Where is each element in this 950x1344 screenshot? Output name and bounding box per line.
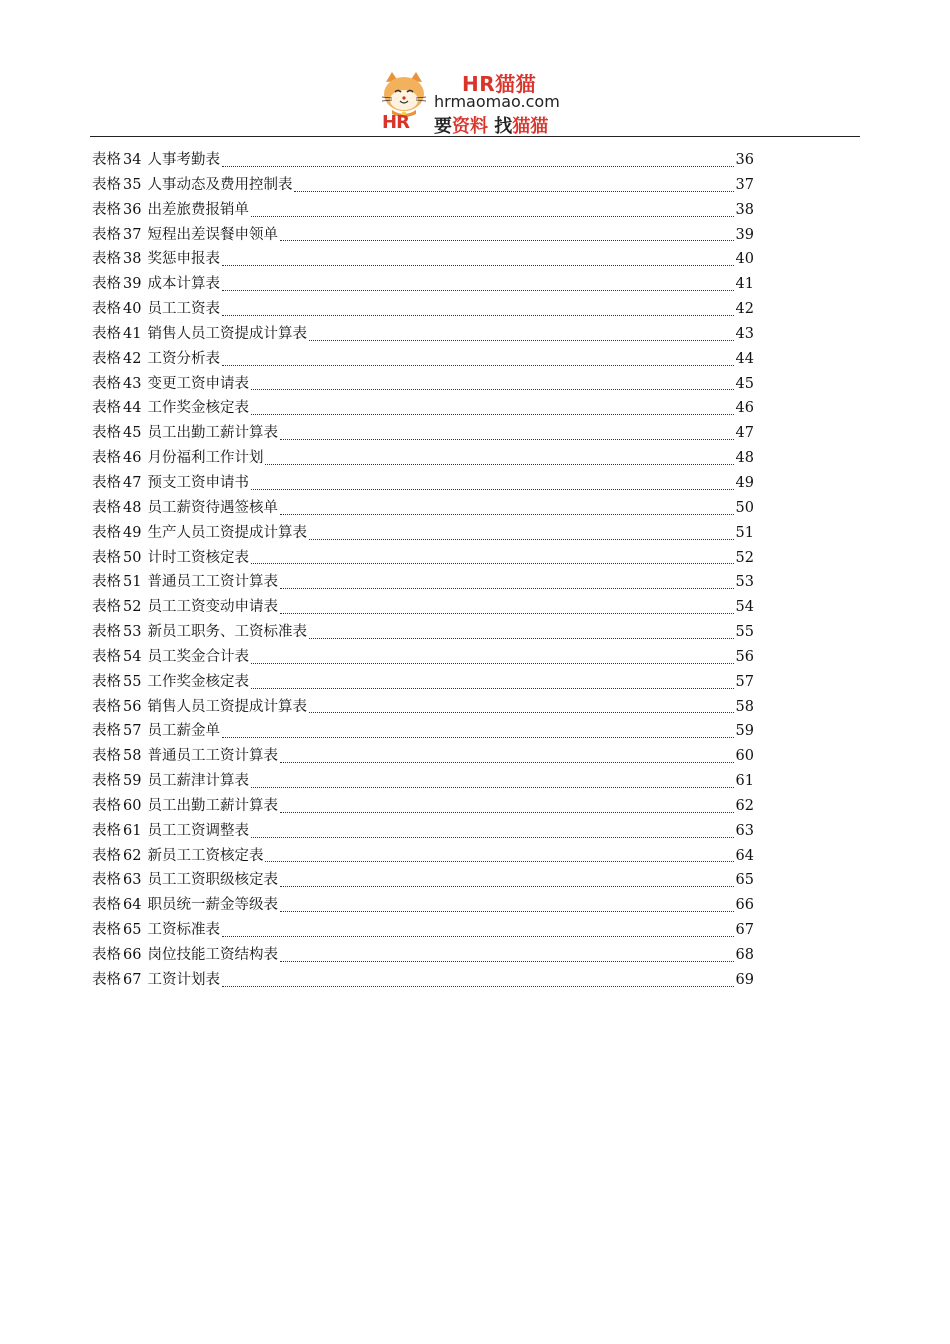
toc-entry-title: 成本计算表	[147, 276, 220, 293]
toc-entry-title: 员工薪金单	[147, 723, 220, 740]
toc-dot-leader	[251, 488, 734, 490]
toc-entry-prefix: 表格	[92, 425, 121, 442]
toc-dot-leader	[251, 836, 734, 838]
toc-entry-title: 工资分析表	[147, 350, 220, 367]
toc-entry-page: 53	[735, 574, 754, 591]
toc-entry-page: 49	[735, 474, 754, 491]
toc-entry-title: 员工薪津计算表	[147, 773, 249, 790]
toc-dot-leader	[251, 786, 734, 788]
toc-entry-prefix: 表格	[92, 922, 121, 939]
toc-entry-label	[92, 521, 307, 546]
toc-entry-label	[92, 396, 249, 421]
toc-entry-page: 48	[735, 450, 754, 467]
toc-entry-page: 46	[735, 400, 754, 417]
toc-entry-page: 57	[735, 673, 754, 690]
toc-entry-page: 38	[735, 201, 754, 218]
toc-entry-title: 奖惩申报表	[147, 251, 220, 268]
toc-entry-page: 36	[735, 152, 754, 168]
toc-entry-number: 39	[123, 276, 142, 293]
toc-entry-page: 43	[735, 325, 754, 342]
toc-entry-label	[92, 744, 278, 769]
toc-dot-leader	[251, 687, 734, 689]
toc-dot-leader	[280, 513, 734, 515]
toc-entry-title: 人事考勤表	[147, 152, 220, 168]
toc-entry-label	[92, 819, 249, 844]
toc-entry-number: 51	[123, 574, 142, 591]
toc-entry-label	[92, 769, 249, 794]
toc-entry-prefix: 表格	[92, 226, 121, 243]
toc-entry-prefix: 表格	[92, 276, 121, 293]
toc-entry-page: 66	[735, 897, 754, 914]
toc-entry-number: 35	[123, 176, 142, 193]
page-header	[0, 66, 950, 138]
toc-entry-prefix: 表格	[92, 872, 121, 889]
toc-entry-title: 预支工资申请书	[147, 474, 249, 491]
toc-entry-prefix: 表格	[92, 847, 121, 864]
toc-entry[interactable]	[92, 421, 754, 446]
toc-entry-prefix: 表格	[92, 599, 121, 616]
toc-entry-page: 50	[735, 499, 754, 516]
toc-entry-number: 57	[123, 723, 142, 740]
toc-entry-label	[92, 471, 249, 496]
slogan-part: 猫猫	[512, 116, 549, 137]
toc-entry-page: 58	[735, 698, 754, 715]
toc-dot-leader	[294, 190, 733, 192]
toc-entry[interactable]	[92, 347, 754, 372]
toc-entry-page: 54	[735, 599, 754, 616]
toc-dot-leader	[222, 935, 734, 937]
toc-entry-prefix: 表格	[92, 450, 121, 467]
toc-dot-leader	[265, 860, 733, 862]
toc-entry-label	[92, 372, 249, 397]
toc-entry-label	[92, 620, 307, 645]
toc-entry-page: 39	[735, 226, 754, 243]
toc-entry-page: 69	[735, 971, 754, 988]
toc-entry-prefix: 表格	[92, 773, 121, 790]
toc-entry-title: 人事动态及费用控制表	[147, 176, 293, 193]
brand-domain: hrmaomao.com	[434, 92, 560, 111]
toc-entry-number: 52	[123, 599, 142, 616]
toc-entry-label	[92, 918, 220, 943]
toc-entry-title: 岗位技能工资结构表	[147, 947, 278, 963]
toc-entry[interactable]	[92, 570, 754, 595]
toc-entry-title: 工作奖金核定表	[147, 673, 249, 690]
toc-entry-prefix: 表格	[92, 723, 121, 740]
toc-dot-leader	[280, 587, 734, 589]
toc-entry-prefix: 表格	[92, 499, 121, 516]
slogan-part: 找	[488, 116, 513, 137]
toc-entry-number: 43	[123, 375, 142, 392]
toc-entry-number: 41	[123, 325, 142, 342]
toc-entry-label	[92, 247, 220, 272]
toc-entry-title: 生产人员工资提成计算表	[147, 524, 307, 541]
toc-entry-page: 68	[735, 947, 754, 963]
toc-entry[interactable]	[92, 918, 754, 943]
table-of-contents	[92, 148, 754, 993]
toc-entry-page: 61	[735, 773, 754, 790]
toc-entry[interactable]	[92, 595, 754, 620]
toc-entry-number: 49	[123, 524, 142, 541]
toc-entry-label	[92, 223, 278, 248]
toc-dot-leader	[309, 637, 734, 639]
toc-entry-number: 42	[123, 350, 142, 367]
toc-entry-title: 工资计划表	[147, 971, 220, 988]
toc-entry-prefix: 表格	[92, 251, 121, 268]
toc-entry-number: 66	[123, 947, 142, 963]
toc-entry[interactable]	[92, 446, 754, 471]
toc-entry[interactable]	[92, 223, 754, 248]
brand-title: HR猫猫	[462, 72, 537, 96]
toc-dot-leader	[309, 711, 734, 713]
toc-entry-title: 计时工资核定表	[147, 549, 249, 566]
toc-entry-page: 67	[735, 922, 754, 939]
toc-entry-prefix: 表格	[92, 325, 121, 342]
slogan-part: 资料	[452, 116, 488, 137]
toc-entry-label	[92, 670, 249, 695]
toc-entry-prefix: 表格	[92, 698, 121, 715]
toc-entry-label	[92, 719, 220, 744]
toc-entry-page: 42	[735, 301, 754, 318]
toc-entry[interactable]	[92, 819, 754, 844]
toc-entry[interactable]	[92, 521, 754, 546]
toc-entry-label	[92, 695, 307, 720]
toc-entry[interactable]	[92, 372, 754, 397]
toc-entry-number: 53	[123, 624, 142, 641]
toc-entry-page: 45	[735, 375, 754, 392]
toc-entry-prefix: 表格	[92, 822, 121, 839]
toc-entry-label	[92, 347, 220, 372]
toc-dot-leader	[222, 364, 734, 366]
toc-entry-number: 38	[123, 251, 142, 268]
toc-entry-number: 60	[123, 797, 142, 814]
toc-entry[interactable]	[92, 868, 754, 893]
toc-entry-label	[92, 148, 220, 173]
toc-entry-title: 销售人员工资提成计算表	[147, 325, 307, 342]
toc-entry-number: 47	[123, 474, 142, 491]
toc-dot-leader	[222, 289, 734, 291]
brand-slogan	[434, 112, 548, 138]
toc-entry-label	[92, 794, 278, 819]
toc-entry[interactable]	[92, 173, 754, 198]
toc-entry-title: 员工薪资待遇签核单	[147, 499, 278, 516]
toc-entry-prefix: 表格	[92, 176, 121, 193]
toc-entry[interactable]	[92, 695, 754, 720]
toc-entry-page: 44	[735, 350, 754, 367]
toc-entry-label	[92, 893, 278, 918]
toc-entry-prefix: 表格	[92, 524, 121, 541]
toc-entry-label	[92, 272, 220, 297]
toc-dot-leader	[280, 960, 734, 962]
toc-entry-number: 55	[123, 673, 142, 690]
toc-entry-number: 65	[123, 922, 142, 939]
toc-entry-number: 64	[123, 897, 142, 914]
toc-entry-number: 34	[123, 152, 142, 168]
toc-entry-title: 员工出勤工薪计算表	[147, 425, 278, 442]
toc-entry-label	[92, 322, 307, 347]
toc-entry[interactable]	[92, 198, 754, 223]
toc-entry-prefix: 表格	[92, 375, 121, 392]
toc-entry-number: 54	[123, 648, 142, 665]
toc-entry-page: 63	[735, 822, 754, 839]
toc-entry-label	[92, 968, 220, 993]
toc-entry[interactable]	[92, 620, 754, 645]
toc-dot-leader	[222, 985, 734, 987]
toc-entry-page: 41	[735, 276, 754, 293]
toc-entry-prefix: 表格	[92, 549, 121, 566]
toc-entry-number: 56	[123, 698, 142, 715]
toc-entry-prefix: 表格	[92, 400, 121, 417]
toc-entry-title: 新员工工资核定表	[147, 847, 264, 864]
toc-entry[interactable]	[92, 496, 754, 521]
toc-dot-leader	[309, 538, 734, 540]
toc-entry[interactable]	[92, 297, 754, 322]
toc-entry[interactable]	[92, 968, 754, 993]
toc-dot-leader	[280, 612, 734, 614]
toc-entry-number: 40	[123, 301, 142, 318]
toc-entry-number: 63	[123, 872, 142, 889]
toc-entry-title: 出差旅费报销单	[147, 201, 249, 218]
toc-entry-page: 65	[735, 872, 754, 889]
toc-entry-label	[92, 570, 278, 595]
toc-entry-number: 46	[123, 450, 142, 467]
toc-entry-number: 37	[123, 226, 142, 243]
toc-dot-leader	[251, 662, 734, 664]
toc-entry-label	[92, 645, 249, 670]
toc-dot-leader	[280, 910, 734, 912]
toc-entry-page: 55	[735, 624, 754, 641]
toc-entry-label	[92, 943, 278, 968]
toc-entry-page: 60	[735, 748, 754, 765]
toc-entry-prefix: 表格	[92, 201, 121, 218]
header-divider	[90, 136, 860, 137]
slogan-part: 要	[434, 116, 452, 137]
toc-entry-prefix: 表格	[92, 152, 121, 168]
toc-dot-leader	[251, 413, 734, 415]
toc-entry-prefix: 表格	[92, 350, 121, 367]
toc-entry[interactable]	[92, 322, 754, 347]
toc-entry-label	[92, 198, 249, 223]
toc-entry[interactable]	[92, 396, 754, 421]
toc-entry-title: 员工奖金合计表	[147, 648, 249, 665]
toc-entry-number: 58	[123, 748, 142, 765]
toc-entry-page: 52	[735, 549, 754, 566]
toc-dot-leader	[280, 239, 734, 241]
toc-dot-leader	[280, 438, 734, 440]
toc-dot-leader	[251, 388, 734, 390]
toc-entry-title: 新员工职务、工资标准表	[147, 624, 307, 641]
toc-dot-leader	[265, 463, 733, 465]
toc-dot-leader	[222, 264, 734, 266]
toc-entry-prefix: 表格	[92, 673, 121, 690]
toc-entry-page: 56	[735, 648, 754, 665]
brand-logo	[372, 66, 582, 136]
toc-entry-number: 61	[123, 822, 142, 839]
toc-dot-leader	[280, 885, 734, 887]
toc-entry-prefix: 表格	[92, 574, 121, 591]
toc-entry[interactable]	[92, 247, 754, 272]
toc-dot-leader	[280, 761, 734, 763]
toc-entry[interactable]	[92, 148, 754, 173]
toc-entry-label	[92, 173, 292, 198]
toc-entry[interactable]	[92, 719, 754, 744]
toc-entry[interactable]	[92, 272, 754, 297]
toc-entry-title: 工资标准表	[147, 922, 220, 939]
toc-entry-title: 员工工资变动申请表	[147, 599, 278, 616]
toc-entry-number: 36	[123, 201, 142, 218]
toc-dot-leader	[222, 165, 734, 167]
toc-entry-number: 50	[123, 549, 142, 566]
toc-entry-label	[92, 496, 278, 521]
toc-dot-leader	[222, 736, 734, 738]
toc-entry-title: 月份福利工作计划	[147, 450, 264, 467]
toc-entry[interactable]	[92, 546, 754, 571]
toc-entry-label	[92, 868, 278, 893]
toc-entry-page: 59	[735, 723, 754, 740]
toc-entry-page: 37	[735, 176, 754, 193]
toc-entry-prefix: 表格	[92, 748, 121, 765]
toc-entry-prefix: 表格	[92, 474, 121, 491]
toc-entry-title: 员工出勤工薪计算表	[147, 797, 278, 814]
toc-entry-prefix: 表格	[92, 971, 121, 988]
hr-mark: HR	[382, 112, 409, 133]
toc-entry-prefix: 表格	[92, 797, 121, 814]
toc-entry-label	[92, 546, 249, 571]
toc-entry-label	[92, 446, 263, 471]
toc-entry-page: 51	[735, 524, 754, 541]
toc-entry-number: 62	[123, 847, 142, 864]
toc-entry-label	[92, 844, 263, 869]
toc-entry-number: 45	[123, 425, 142, 442]
toc-entry-prefix: 表格	[92, 897, 121, 914]
toc-entry[interactable]	[92, 670, 754, 695]
toc-entry-prefix: 表格	[92, 624, 121, 641]
toc-entry-prefix: 表格	[92, 947, 121, 963]
toc-entry-title: 普通员工工资计算表	[147, 748, 278, 765]
toc-entry-title: 短程出差误餐申领单	[147, 226, 278, 243]
toc-entry-prefix: 表格	[92, 648, 121, 665]
toc-entry[interactable]	[92, 769, 754, 794]
toc-entry-number: 67	[123, 971, 142, 988]
toc-entry-label	[92, 297, 220, 322]
toc-entry-label	[92, 595, 278, 620]
toc-entry-title: 变更工资申请表	[147, 375, 249, 392]
toc-entry-title: 员工工资职级核定表	[147, 872, 278, 889]
toc-entry-label	[92, 421, 278, 446]
toc-entry-page: 64	[735, 847, 754, 864]
toc-dot-leader	[251, 215, 734, 217]
toc-entry-title: 工作奖金核定表	[147, 400, 249, 417]
toc-entry-prefix: 表格	[92, 301, 121, 318]
toc-entry-page: 62	[735, 797, 754, 814]
toc-entry[interactable]	[92, 744, 754, 769]
toc-entry-title: 销售人员工资提成计算表	[147, 698, 307, 715]
toc-entry-title: 员工工资调整表	[147, 822, 249, 839]
toc-dot-leader	[222, 314, 734, 316]
toc-dot-leader	[251, 562, 734, 564]
toc-entry-title: 普通员工工资计算表	[147, 574, 278, 591]
toc-entry-number: 48	[123, 499, 142, 516]
toc-entry-page: 40	[735, 251, 754, 268]
toc-entry-number: 44	[123, 400, 142, 417]
toc-entry[interactable]	[92, 943, 754, 968]
toc-entry-number: 59	[123, 773, 142, 790]
toc-entry[interactable]	[92, 471, 754, 496]
toc-entry-page: 47	[735, 425, 754, 442]
toc-entry[interactable]	[92, 893, 754, 918]
toc-dot-leader	[280, 811, 734, 813]
toc-entry[interactable]	[92, 645, 754, 670]
toc-entry[interactable]	[92, 794, 754, 819]
toc-entry-title: 员工工资表	[147, 301, 220, 318]
toc-entry-title: 职员统一薪金等级表	[147, 897, 278, 914]
toc-dot-leader	[309, 339, 734, 341]
toc-entry[interactable]	[92, 844, 754, 869]
